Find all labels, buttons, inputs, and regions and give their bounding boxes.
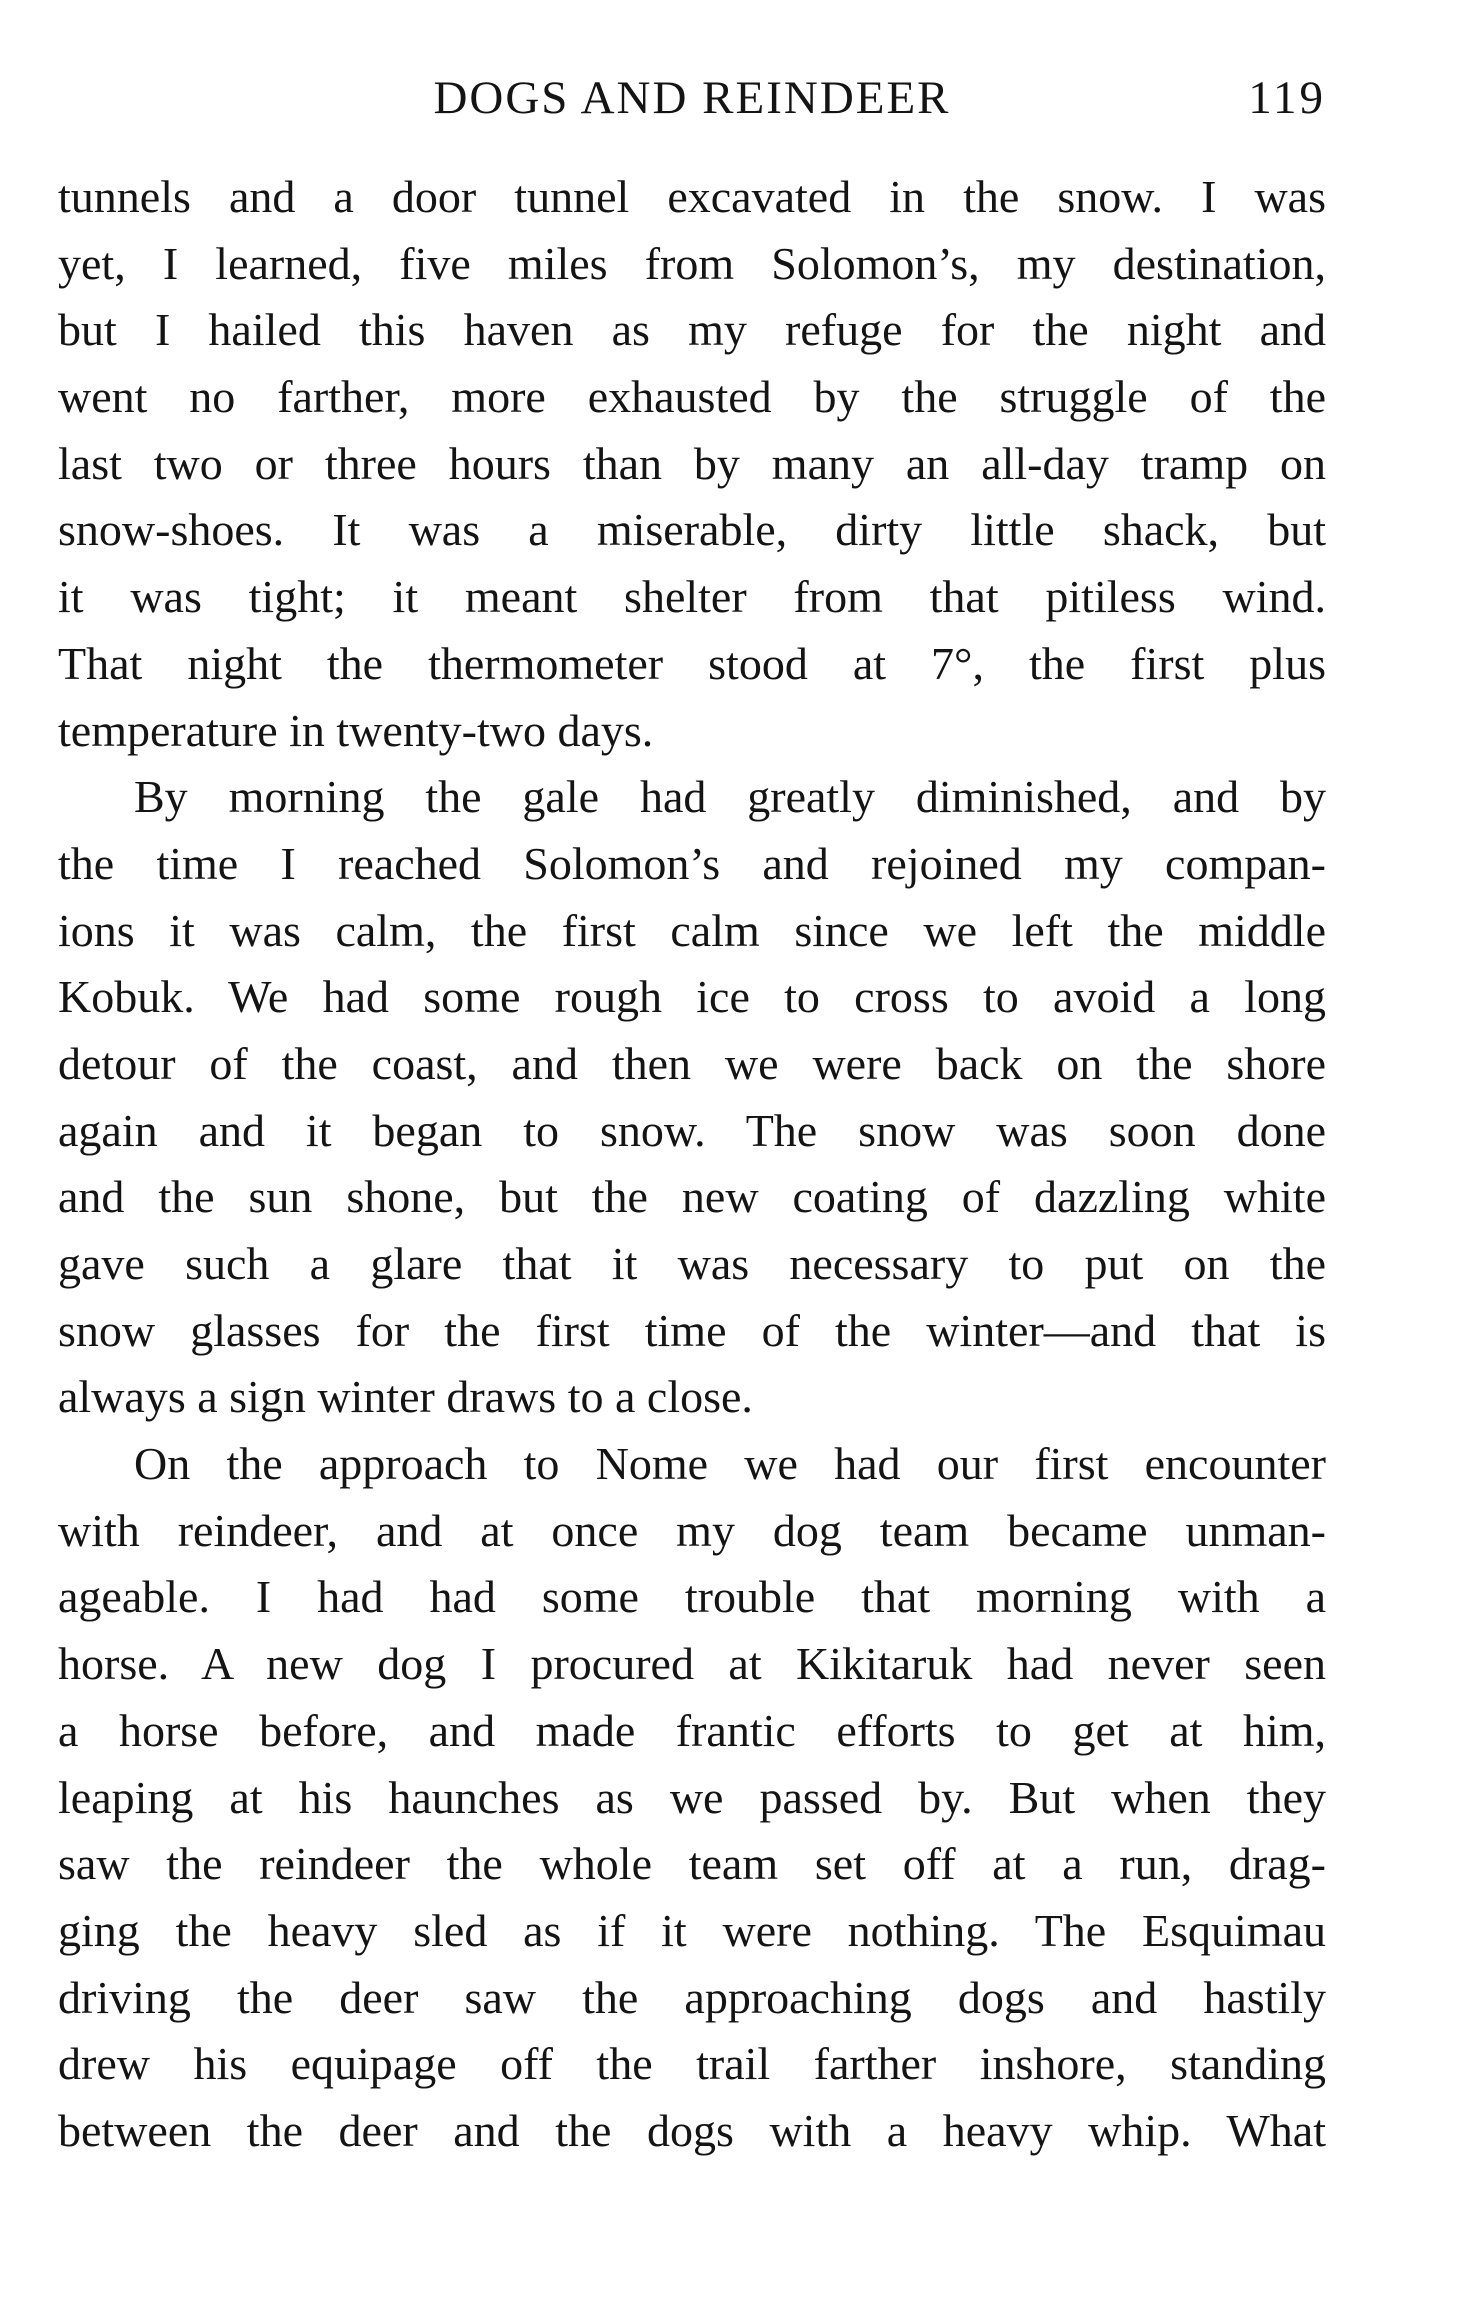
- text-line: tunnels and a door tunnel excavated in the snow. I was: [58, 171, 1326, 222]
- running-title: DOGS AND REINDEER: [433, 72, 951, 124]
- text-line: By morning the gale had greatly diminished, and by: [134, 771, 1326, 823]
- text-line: horse. A new dog I procured at Kikitaruk had never seen: [58, 1638, 1326, 1690]
- text-line: snow-shoes. It was a miserable, dirty little shack, but: [58, 504, 1326, 556]
- running-head: [58, 68, 1326, 128]
- text-line: the time I reached Solomon’s and rejoined my compan-: [58, 837, 1326, 889]
- text-line: detour of the coast, and then we were back on the shore: [58, 1037, 1326, 1089]
- body-text: [58, 164, 1326, 2165]
- text-line: temperature in twenty-two days.: [58, 704, 654, 756]
- text-line: saw the reindeer the whole team set off at a run, drag-: [58, 1838, 1326, 1890]
- text-line: and the sun shone, but the new coating of dazzling white: [58, 1171, 1326, 1223]
- text-line: again and it began to snow. The snow was soon done: [58, 1104, 1326, 1156]
- text-line: it was tight; it meant shelter from that pitiless wind.: [58, 571, 1326, 623]
- paragraph: [58, 1431, 1326, 2165]
- text-line: On the approach to Nome we had our first encounter: [134, 1438, 1326, 1490]
- paragraph: [58, 164, 1326, 764]
- text-line: driving the deer saw the approaching dogs and hastily: [58, 1971, 1326, 2023]
- text-line: yet, I learned, five miles from Solomon’s, my destination,: [58, 237, 1326, 289]
- text-line: between the deer and the dogs with a heavy whip. What: [58, 2104, 1326, 2156]
- text-line: went no farther, more exhausted by the struggle of the: [58, 371, 1326, 423]
- text-line: ageable. I had had some trouble that morning with a: [58, 1571, 1326, 1623]
- text-line: drew his equipage off the trail farther inshore, standing: [58, 2038, 1326, 2090]
- paragraph: [58, 764, 1326, 1431]
- text-line: That night the thermometer stood at 7°, the first plus: [58, 637, 1326, 689]
- text-line: ions it was calm, the first calm since we left the middle: [58, 904, 1326, 956]
- text-line: with reindeer, and at once my dog team became unman-: [58, 1504, 1326, 1556]
- text-line: ging the heavy sled as if it were nothing. The Esquimau: [58, 1904, 1326, 1956]
- text-line: but I hailed this haven as my refuge for the night and: [58, 304, 1326, 356]
- text-line: snow glasses for the first time of the winter—and that is: [58, 1304, 1326, 1356]
- text-line: always a sign winter draws to a close.: [58, 1371, 753, 1423]
- text-line: last two or three hours than by many an all-day tramp on: [58, 437, 1326, 489]
- text-line: leaping at his haunches as we passed by. But when they: [58, 1771, 1326, 1823]
- text-line: Kobuk. We had some rough ice to cross to avoid a long: [58, 971, 1326, 1023]
- page-number: 119: [1248, 72, 1326, 124]
- text-line: a horse before, and made frantic efforts to get at him,: [58, 1704, 1326, 1756]
- text-line: gave such a glare that it was necessary to put on the: [58, 1238, 1326, 1289]
